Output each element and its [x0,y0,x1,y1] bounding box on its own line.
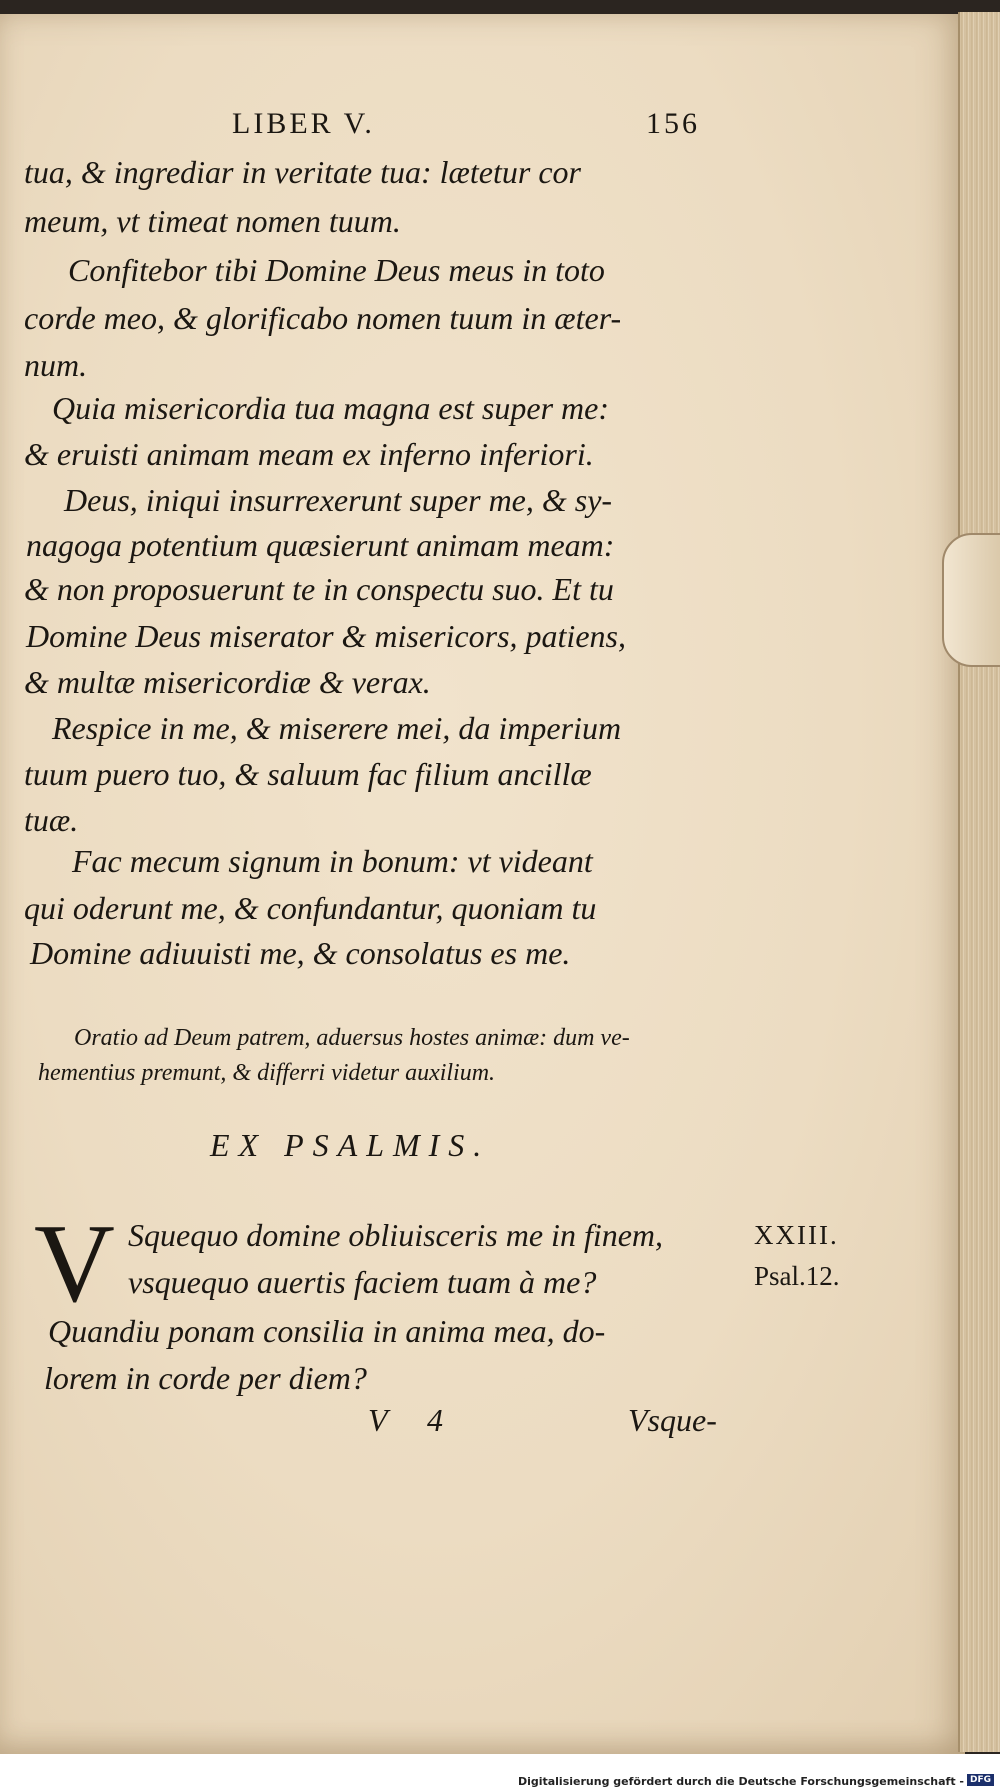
margin-note-number: XXIII. [754,1220,839,1250]
catchword: Vsque- [628,1402,717,1438]
signature-mark: V 4 [368,1402,459,1438]
page-tab [942,533,1000,667]
text-line: Domine Deus miserator & misericors, patiens, [26,618,626,654]
text-line: & non proposuerunt te in conspectu suo. Et tu [24,571,614,607]
page-edges [958,12,1000,1752]
running-header: LIBER V. [232,107,375,140]
footer-credit: Digitalisierung gefördert durch die Deutsche Forschungsgemeinschaft - [517,1775,964,1788]
text-line: tua, & ingrediar in veritate tua: lætetur cor [24,154,581,190]
rubric-line: hementius premunt, & differri videtur auxilium. [38,1060,496,1086]
text-line: tuum puero tuo, & saluum fac filium ancillæ [24,756,592,792]
margin-note-reference: Psal.12. [754,1261,840,1291]
footer-bar [0,1754,1000,1791]
drop-cap: V [34,1202,115,1326]
text-line: Fac mecum signum in bonum: vt videant [72,843,593,879]
text-line: Squequo domine obliuisceris me in finem, [128,1217,664,1253]
text-line: Domine adiuuisti me, & consolatus es me. [30,935,571,971]
text-line: Confitebor tibi Domine Deus meus in toto [68,252,605,288]
text-line: Respice in me, & miserere mei, da imperium [52,710,622,746]
text-line: num. [24,347,88,383]
text-line: nagoga potentium quæsierunt animam meam: [26,527,615,563]
text-line: lorem in corde per diem? [44,1360,367,1396]
page-number: 156 [646,107,700,140]
text-line: Quandiu ponam consilia in anima mea, do- [48,1313,606,1349]
text-line: & eruisti animam meam ex inferno inferiori. [24,436,594,472]
text-line: & multæ misericordiæ & verax. [24,664,431,700]
text-line: vsquequo auertis faciem tuam à me? [128,1264,597,1300]
text-line: meum, vt timeat nomen tuum. [24,203,401,239]
text-line: Quia misericordia tua magna est super me: [52,390,609,426]
text-line: Deus, iniqui insurrexerunt super me, & sy- [64,482,613,518]
text-line: qui oderunt me, & confundantur, quoniam tu [24,890,597,926]
section-title: EX PSALMIS. [210,1127,491,1163]
dfg-logo-icon: DFG [967,1774,994,1786]
text-line: corde meo, & glorificabo nomen tuum in æter- [24,300,622,336]
rubric-line: Oratio ad Deum patrem, aduersus hostes animæ: dum ve- [74,1025,630,1051]
text-line: tuæ. [24,802,79,838]
